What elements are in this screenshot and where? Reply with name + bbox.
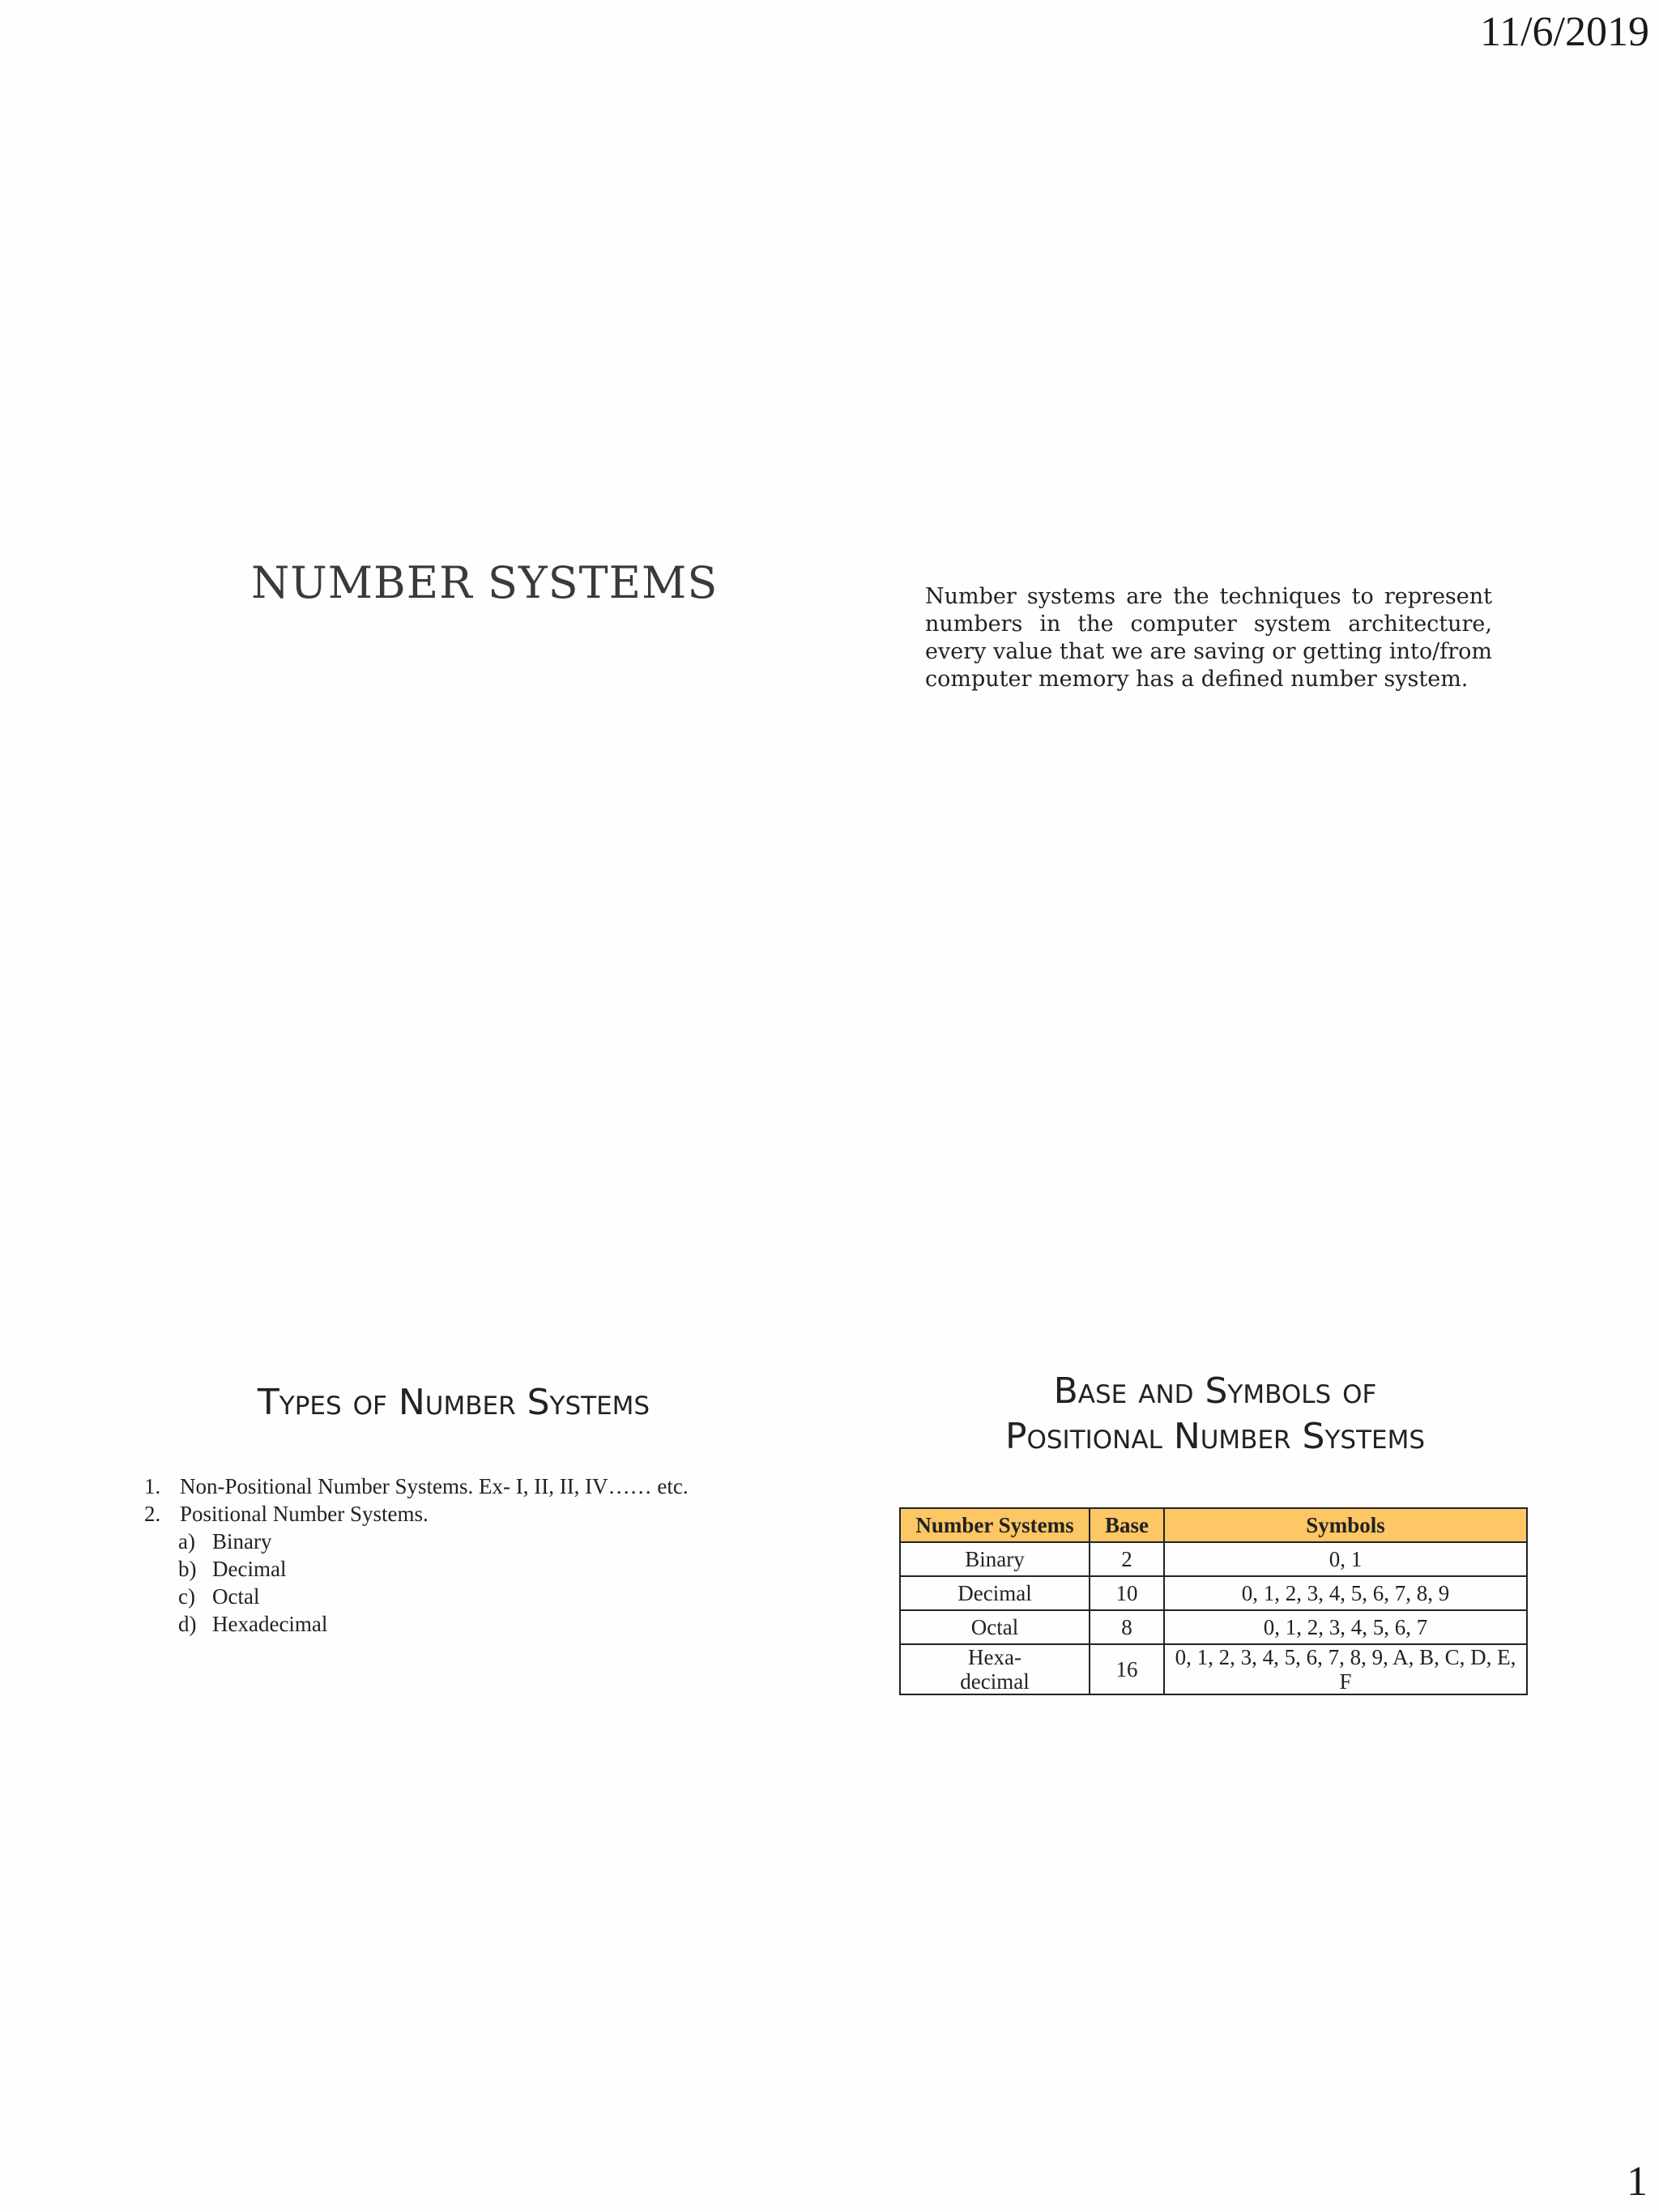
list-item-text: Non-Positional Number Systems. Ex- I, II, II, IV…… etc. <box>180 1474 689 1498</box>
sub-list-item-letter: d) <box>178 1612 197 1636</box>
sub-list-item-text: Octal <box>212 1584 260 1609</box>
sub-list-item-letter: a) <box>178 1529 195 1554</box>
table-header-cell: Symbols <box>1164 1508 1527 1542</box>
page-number: 1 <box>1627 2159 1648 2205</box>
table-cell: 0, 1, 2, 3, 4, 5, 6, 7, 8, 9, A, B, C, D, E, F <box>1164 1644 1527 1694</box>
sub-list-item <box>144 1610 760 1638</box>
table-cell: Octal <box>900 1610 1090 1644</box>
table-cell: Hexa- decimal <box>900 1644 1090 1694</box>
number-systems-table <box>899 1507 1528 1695</box>
sub-list-item-text: Hexadecimal <box>212 1612 328 1636</box>
sub-list-item <box>144 1528 760 1555</box>
table-row <box>900 1644 1527 1694</box>
header-date: 11/6/2019 <box>1480 9 1649 55</box>
table-header-row <box>900 1508 1527 1542</box>
slide-title-base-symbols <box>891 1369 1539 1460</box>
table-row <box>900 1542 1527 1576</box>
list-item-number: 2. <box>144 1502 161 1526</box>
table-cell: 8 <box>1090 1610 1164 1644</box>
table-cell: 10 <box>1090 1576 1164 1610</box>
sub-list-item-text: Decimal <box>212 1557 287 1581</box>
sub-list-item-text: Binary <box>212 1529 272 1554</box>
list-item <box>144 1473 760 1500</box>
table-cell: 0, 1 <box>1164 1542 1527 1576</box>
table-row <box>900 1610 1527 1644</box>
table-cell: 2 <box>1090 1542 1164 1576</box>
table-cell: Binary <box>900 1542 1090 1576</box>
sub-list-item <box>144 1555 760 1583</box>
slide-title-line: Base and Symbols of <box>1053 1370 1377 1412</box>
list-item <box>144 1500 760 1528</box>
types-list <box>144 1473 760 1638</box>
slide-title-types: Types of Number Systems <box>257 1382 650 1423</box>
sub-list-item-letter: c) <box>178 1584 195 1609</box>
slide-title-line: Positional Number Systems <box>1004 1416 1426 1457</box>
table-header-cell: Base <box>1090 1508 1164 1542</box>
table-cell: Decimal <box>900 1576 1090 1610</box>
sub-list-item <box>144 1583 760 1610</box>
table-header-cell: Number Systems <box>900 1508 1090 1542</box>
table-cell: 16 <box>1090 1644 1164 1694</box>
table-cell: 0, 1, 2, 3, 4, 5, 6, 7 <box>1164 1610 1527 1644</box>
table-row <box>900 1576 1527 1610</box>
list-item-text: Positional Number Systems. <box>180 1502 429 1526</box>
table-cell: 0, 1, 2, 3, 4, 5, 6, 7, 8, 9 <box>1164 1576 1527 1610</box>
sub-list-item-letter: b) <box>178 1557 197 1581</box>
list-item-number: 1. <box>144 1474 161 1498</box>
slide-body-text: Number systems are the techniques to represent numbers in the computer system architecture, every value that we are saving or getting into/from computer memory has a defined number system. <box>925 584 1492 692</box>
slide-title-number-systems: NUMBER SYSTEMS <box>251 557 719 608</box>
